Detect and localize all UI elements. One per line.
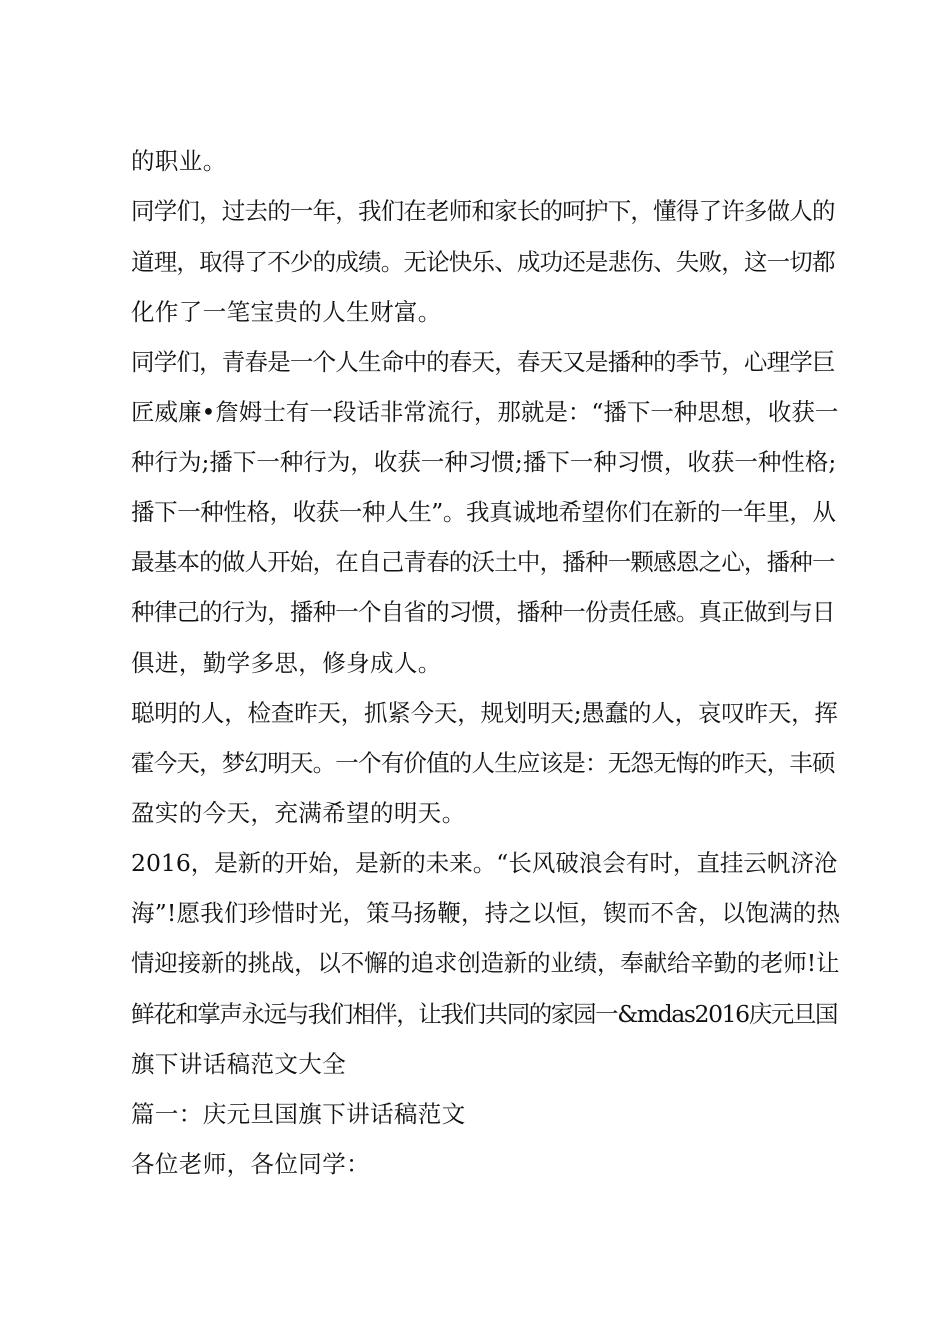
text-line: 种律己的行为，播种一个自省的习惯，播种一份责任感。真正做到与日: [131, 598, 835, 626]
text-line: 2016，是新的开始，是新的未来。“长风破浪会有时，直挂云帆济沧: [131, 849, 838, 877]
text-line: 同学们，过去的一年，我们在老师和家长的呵护下，懂得了许多做人的: [131, 197, 835, 225]
text-line: 化作了一笔宝贵的人生财富。: [131, 298, 442, 326]
text-line: 霍今天，梦幻明天。一个有价值的人生应该是：无怨无悔的昨天，丰硕: [131, 749, 835, 777]
text-line: 海”!愿我们珍惜时光，策马扬鞭，持之以恒，锲而不舍，以饱满的热: [131, 899, 841, 927]
text-line: 鲜花和掌声永远与我们相伴，让我们共同的家园一&mdas2016庆元旦国: [131, 1000, 838, 1028]
text-line: 盈实的今天，充满希望的明天。: [131, 799, 466, 827]
text-line: 同学们，青春是一个人生命中的春天，春天又是播种的季节，心理学巨: [131, 348, 835, 376]
salutation: 各位老师，各位同学：: [131, 1150, 370, 1178]
text-line: 匠威廉•詹姆士有一段话非常流行，那就是：“播下一种思想，收获一: [131, 398, 839, 426]
text-line: 聪明的人，检查昨天，抓紧今天，规划明天;愚蠢的人，哀叹昨天，挥: [131, 699, 838, 727]
text-line: 种行为;播下一种行为，收获一种习惯;播下一种习惯，收获一种性格;: [131, 448, 837, 476]
text-line: 俱进，勤学多思，修身成人。: [131, 649, 442, 677]
text-line: 的职业。: [131, 147, 227, 175]
text-line: 道理，取得了不少的成绩。无论快乐、成功还是悲伤、失败，这一切都: [131, 248, 835, 276]
section-heading: 篇一：庆元旦国旗下讲话稿范文: [131, 1100, 466, 1128]
text-line: 情迎接新的挑战，以不懈的追求创造新的业绩，奉献给辛勤的老师!让: [131, 949, 840, 977]
text-line: 最基本的做人开始，在自己青春的沃土中，播种一颗感恩之心，播种一: [131, 548, 835, 576]
text-line: 旗下讲话稿范文大全: [131, 1050, 347, 1078]
text-line: 播下一种性格，收获一种人生”。我真诚地希望你们在新的一年里，从: [131, 498, 836, 526]
